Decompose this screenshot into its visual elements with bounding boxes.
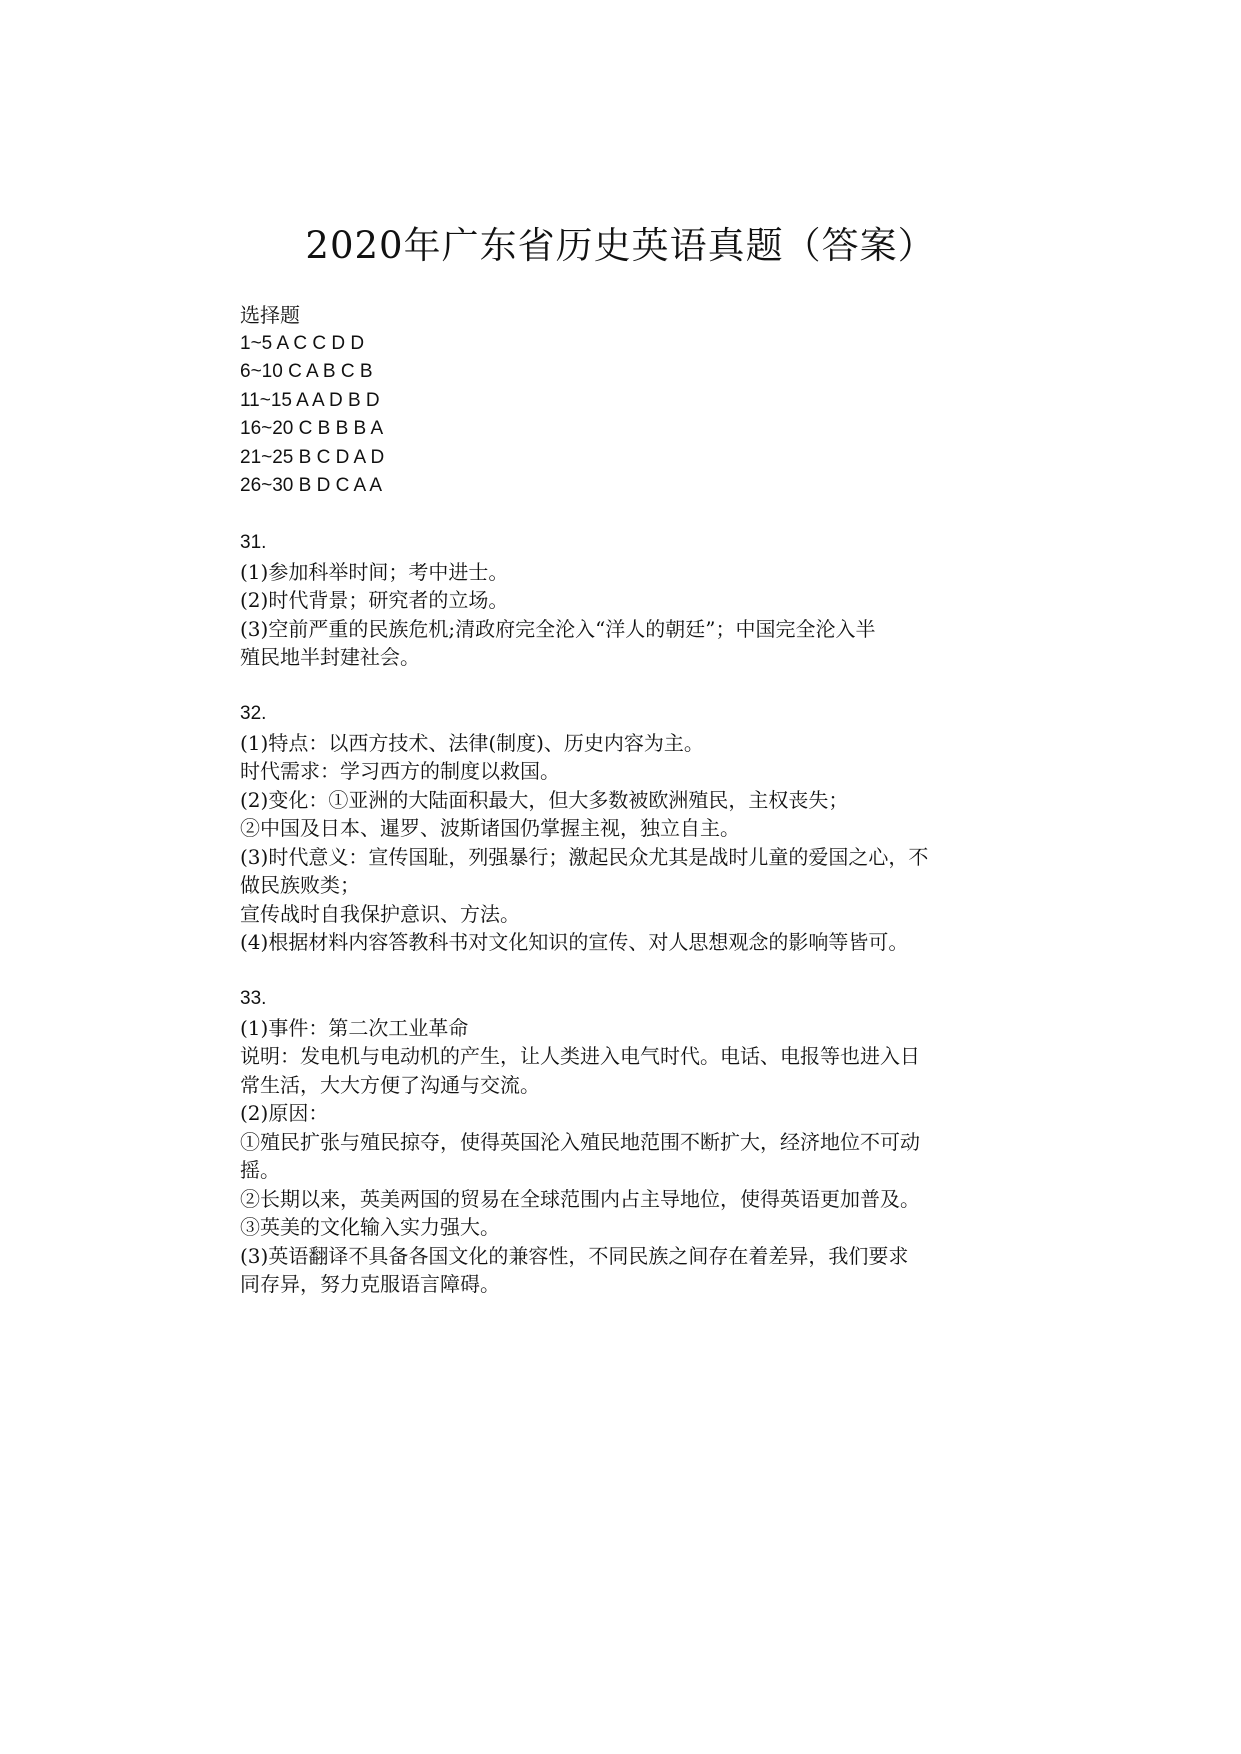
page-title: 2020年广东省历史英语真题（答案） (305, 224, 936, 267)
spacer (240, 957, 1020, 986)
choice-row: 1~5 A C C D D (240, 332, 365, 354)
spacer (240, 672, 1020, 701)
answer-line: 常生活，大大方便了沟通与交流。 (240, 1072, 540, 1097)
choice-row: 21~25 B C D A D (240, 446, 385, 468)
answer-line: (1)参加科举时间；考中进士。 (240, 559, 509, 584)
question-31-section (240, 529, 1020, 672)
answer-line: 殖民地半封建社会。 (240, 645, 420, 669)
choice-section (240, 301, 1020, 501)
answer-line: (2)时代背景；研究者的立场。 (240, 588, 509, 612)
answer-line: ③英美的文化输入实力强大。 (240, 1215, 500, 1239)
answer-line: (2)原因： (240, 1101, 329, 1125)
question-number: 33. (240, 988, 267, 1009)
answer-line: 摇。 (240, 1158, 280, 1182)
answer-line: ②长期以来，英美两国的贸易在全球范围内占主导地位，使得英语更加普及。 (240, 1186, 920, 1211)
answer-line: 做民族败类； (240, 873, 360, 897)
answer-line: 同存异，努力克服语言障碍。 (240, 1272, 500, 1296)
spacer (240, 501, 1020, 530)
answer-line: (3)空前严重的民族危机;清政府完全沦入“洋人的朝廷”；中国完全沦入半 (240, 616, 876, 641)
choice-row: 11~15 A A D B D (240, 389, 380, 411)
answer-line: 宣传战时自我保护意识、方法。 (240, 901, 520, 926)
question-number: 31. (240, 532, 267, 553)
answer-line: 时代需求：学习西方的制度以救国。 (240, 759, 560, 783)
answer-line: (1)事件：第二次工业革命 (240, 1015, 469, 1040)
answer-line: (3)时代意义：宣传国耻，列强暴行；激起民众尤其是战时儿童的爱国之心，不 (240, 844, 929, 869)
question-33-section (240, 985, 1020, 1299)
answer-line: (1)特点：以西方技术、法律(制度)、历史内容为主。 (240, 730, 704, 755)
answer-line: ②中国及日本、暹罗、波斯诸国仍掌握主视，独立自主。 (240, 816, 740, 840)
question-32-section (240, 700, 1020, 957)
answer-content (240, 301, 1020, 1299)
answer-line: (2)变化：①亚洲的大陆面积最大，但大多数被欧洲殖民，主权丧失； (240, 787, 849, 812)
answer-line: (3)英语翻译不具备各国文化的兼容性，不同民族之间存在着差异，我们要求 (240, 1243, 909, 1268)
choice-row: 6~10 C A B C B (240, 361, 373, 382)
choice-row: 26~30 B D C A A (240, 475, 383, 496)
choice-heading: 选择题 (240, 303, 300, 327)
answer-line: 说明：发电机与电动机的产生，让人类进入电气时代。电话、电报等也进入日 (240, 1044, 920, 1068)
answer-line: ①殖民扩张与殖民掠夺，使得英国沦入殖民地范围不断扩大，经济地位不可动 (240, 1129, 920, 1154)
answer-line: (4)根据材料内容答教科书对文化知识的宣传、对人思想观念的影响等皆可。 (240, 930, 909, 954)
question-number: 32. (240, 703, 267, 724)
choice-row: 16~20 C B B B A (240, 418, 384, 439)
